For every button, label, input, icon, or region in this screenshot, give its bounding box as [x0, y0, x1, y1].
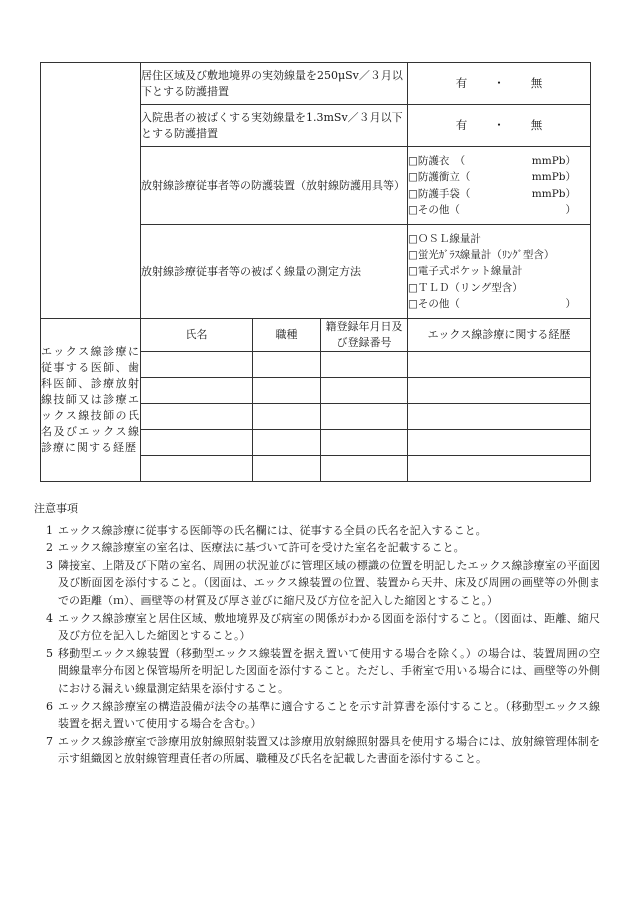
note-item — [34, 557, 600, 610]
no-option[interactable]: 無 — [530, 118, 543, 133]
option-osl-dosimeter[interactable]: □ＯＳＬ線量計 — [408, 232, 481, 245]
job-cell[interactable] — [253, 429, 321, 455]
note-number: 7 — [46, 734, 53, 748]
residential-dose-label: 居住区域及び敷地境界の実効線量を250μSv／３月以下とする防護措置 — [141, 63, 408, 105]
note-text: エックス線診療室と居住区域、敷地境界及び病室の関係がわかる図面を添付すること。（図面は、距離、縮尺及び方位を記入した縮図とすること。） — [58, 611, 600, 643]
note-number: 2 — [46, 541, 53, 555]
note-text: エックス線診療に従事する医師等の氏名欄には、従事する全員の氏名を記入すること。 — [58, 523, 487, 537]
option-protective-apron[interactable]: □防護衣 （ mmPb） — [408, 154, 576, 167]
inpatient-dose-yes-no — [408, 105, 591, 147]
note-text: エックス線診療室の室名は、医療法に基づいて許可を受けた室名を記載すること。 — [58, 541, 465, 555]
registration-cell[interactable] — [321, 455, 408, 481]
note-item — [34, 733, 600, 768]
header-job: 職種 — [253, 319, 321, 352]
career-cell[interactable] — [408, 429, 591, 455]
registration-cell[interactable] — [321, 351, 408, 377]
note-text: 移動型エックス線装置（移動型エックス線装置を据え置いて使用する場合を除く。）の場合は、装置周囲の空間線量率分布図と保管場所を明記した図面を添付すること。ただし、手術室で用いる場合には、画壁等の外側における漏えい線量測定結果を添付すること。 — [58, 646, 600, 695]
note-number: 5 — [46, 646, 53, 660]
table-row — [41, 319, 591, 352]
residential-dose-yes-no — [408, 63, 591, 105]
name-cell[interactable] — [141, 351, 253, 377]
note-number: 3 — [46, 558, 53, 572]
note-item — [34, 539, 600, 557]
option-protective-other[interactable]: □その他（ ） — [408, 203, 576, 216]
protective-equipment-options — [408, 147, 591, 225]
dose-measurement-label: 放射線診療従事者等の被ばく線量の測定方法 — [141, 225, 408, 319]
registration-cell[interactable] — [321, 377, 408, 403]
header-career: エックス線診療に関する経歴 — [408, 319, 591, 352]
notes-section — [34, 500, 600, 768]
header-name: 氏名 — [141, 319, 253, 352]
note-number: 1 — [46, 523, 53, 537]
option-protective-gloves[interactable]: □防護手袋（ mmPb） — [408, 187, 576, 200]
note-text: エックス線診療室の構造設備が法令の基準に適合することを示す計算書を添付すること。（移動型エックス線装置を据え置いて使用する場合を含む。） — [58, 699, 600, 731]
option-protective-screen[interactable]: □防護衝立（ mmPb） — [408, 171, 576, 184]
option-tld[interactable]: □ＴＬＤ（リング型含） — [408, 281, 523, 294]
name-cell[interactable] — [141, 455, 253, 481]
option-glass-dosimeter[interactable]: □蛍光ｶﾞﾗｽ線量計（ﾘﾝｸﾞ型含） — [408, 249, 555, 262]
name-cell[interactable] — [141, 403, 253, 429]
note-text: エックス線診療室で診療用放射線照射装置又は診療用放射線照射器具を使用する場合には、放射線管理体制を示す組織図と放射線管理責任者の所属、職種及び氏名を記載した書面を添付すること。 — [58, 734, 600, 766]
form-table — [40, 62, 591, 482]
header-registration: 籍登録年月日及び登録番号 — [321, 319, 408, 352]
table-row — [41, 63, 591, 105]
protective-equipment-label: 放射線診療従事者等の防護装置（放射線防護用具等） — [141, 147, 408, 225]
note-number: 4 — [46, 611, 53, 625]
note-item — [34, 610, 600, 645]
name-cell[interactable] — [141, 377, 253, 403]
note-number: 6 — [46, 699, 53, 713]
no-option[interactable]: 無 — [530, 76, 543, 91]
career-cell[interactable] — [408, 455, 591, 481]
job-cell[interactable] — [253, 351, 321, 377]
option-measurement-other[interactable]: □その他（ ） — [408, 297, 576, 310]
note-item — [34, 522, 600, 540]
dose-measurement-options — [408, 225, 591, 319]
job-cell[interactable] — [253, 403, 321, 429]
note-item — [34, 645, 600, 698]
note-text: 隣接室、上階及び下階の室名、周囲の状況並びに管理区域の標識の位置を明記したエックス線診療室の平面図及び断面図を添付すること。（図面は、エックス線装置の位置、装置から天井、床及び周囲の画壁等の外側までの距離（ｍ）、画壁等の材質及び厚さ並びに縮尺及び方位を記入した縮図とすること。） — [58, 558, 600, 607]
registration-cell[interactable] — [321, 403, 408, 429]
separator-dot: ・ — [493, 118, 505, 133]
career-cell[interactable] — [408, 403, 591, 429]
job-cell[interactable] — [253, 377, 321, 403]
blank-left-cell — [41, 63, 141, 319]
yes-option[interactable]: 有 — [455, 76, 468, 91]
notes-title: 注意事項 — [34, 502, 78, 515]
career-cell[interactable] — [408, 351, 591, 377]
inpatient-dose-label: 入院患者の被ばくする実効線量を1.3mSv／３月以下とする防護措置 — [141, 105, 408, 147]
note-item — [34, 698, 600, 733]
option-electronic-dosimeter[interactable]: □電子式ポケット線量計 — [408, 265, 523, 278]
name-cell[interactable] — [141, 429, 253, 455]
registration-cell[interactable] — [321, 429, 408, 455]
job-cell[interactable] — [253, 455, 321, 481]
career-cell[interactable] — [408, 377, 591, 403]
separator-dot: ・ — [493, 76, 505, 91]
yes-option[interactable]: 有 — [455, 118, 468, 133]
staff-label: エックス線診療に従事する医師、歯科医師、診療放射線技師又は診療エックス線技師の氏名及びエックス線診療に関する経歴 — [41, 319, 141, 482]
